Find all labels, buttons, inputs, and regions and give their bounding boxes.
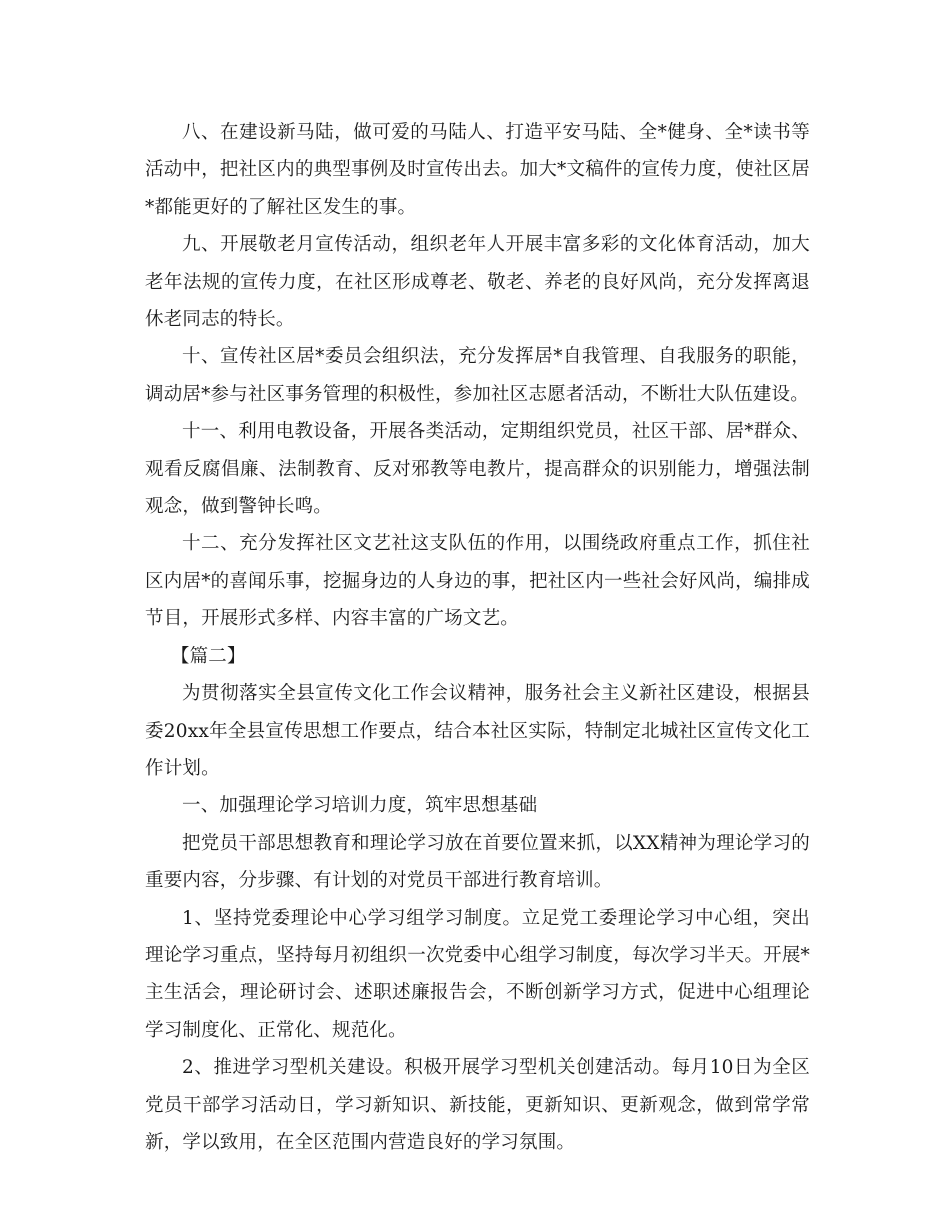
section-heading: 【篇二】	[170, 645, 246, 667]
paragraph-11: 十一、利用电教设备，开展各类活动，定期组织党员，社区干部、居*群众、观看反腐倡廉、法制教育、反对邪教等电教片，提高群众的识别能力，增强法制观念，做到警钟长鸣。	[145, 421, 810, 518]
paragraph-item-2: 2、推进学习型机关建设。积极开展学习型机关创建活动。每月10日为全区党员干部学习活动日，学习新知识、新技能，更新知识、更新观念，做到常学常新，学以致用，在全区范围内营造良好的学习氛围。	[145, 1057, 810, 1153]
paragraph-9: 九、开展敬老月宣传活动，组织老年人开展丰富多彩的文化体育活动，加大老年法规的宣传力度，在社区形成尊老、敬老、养老的良好风尚，充分发挥离退休老同志的特长。	[145, 234, 810, 331]
paragraph-study: 把党员干部思想教育和理论学习放在首要位置来抓，以XX精神为理论学习的重要内容，分步骤、有计划的对党员干部进行教育培训。	[145, 832, 810, 892]
intro-paragraph: 为贯彻落实全县宣传文化工作会议精神，服务社会主义新社区建设，根据县委20xx年全县宣传思想工作要点，结合本社区实际，特制定北城社区宣传文化工作计划。	[145, 683, 810, 779]
paragraph-item-1: 1、坚持党委理论中心学习组学习制度。立足党工委理论学习中心组，突出理论学习重点，坚持每月初组织一次党委中心组学习制度，每次学习半天。开展*主生活会，理论研讨会、述职述廉报告会，不断创新学习方式，促进中心组理论学习制度化、正常化、规范化。	[145, 907, 810, 1041]
subheading-1: 一、加强理论学习培训力度，筑牢思想基础	[182, 795, 538, 817]
paragraph-8: 八、在建设新马陆，做可爱的马陆人、打造平安马陆、全*健身、全*读书等活动中，把社区内的典型事例及时宣传出去。加大*文稿件的宣传力度，使社区居*都能更好的了解社区发生的事。	[145, 122, 810, 218]
paragraph-10: 十、宣传社区居*委员会组织法，充分发挥居*自我管理、自我服务的职能，调动居*参与社区事务管理的积极性，参加社区志愿者活动，不断壮大队伍建设。	[145, 346, 810, 405]
document-body	[145, 114, 810, 1161]
paragraph-12: 十二、充分发挥社区文艺社这支队伍的作用，以围绕政府重点工作，抓住社区内居*的喜闻乐事，挖掘身边的人身边的事，把社区内一些社会好风尚，编排成节目，开展形式多样、内容丰富的广场文艺。	[145, 533, 810, 630]
